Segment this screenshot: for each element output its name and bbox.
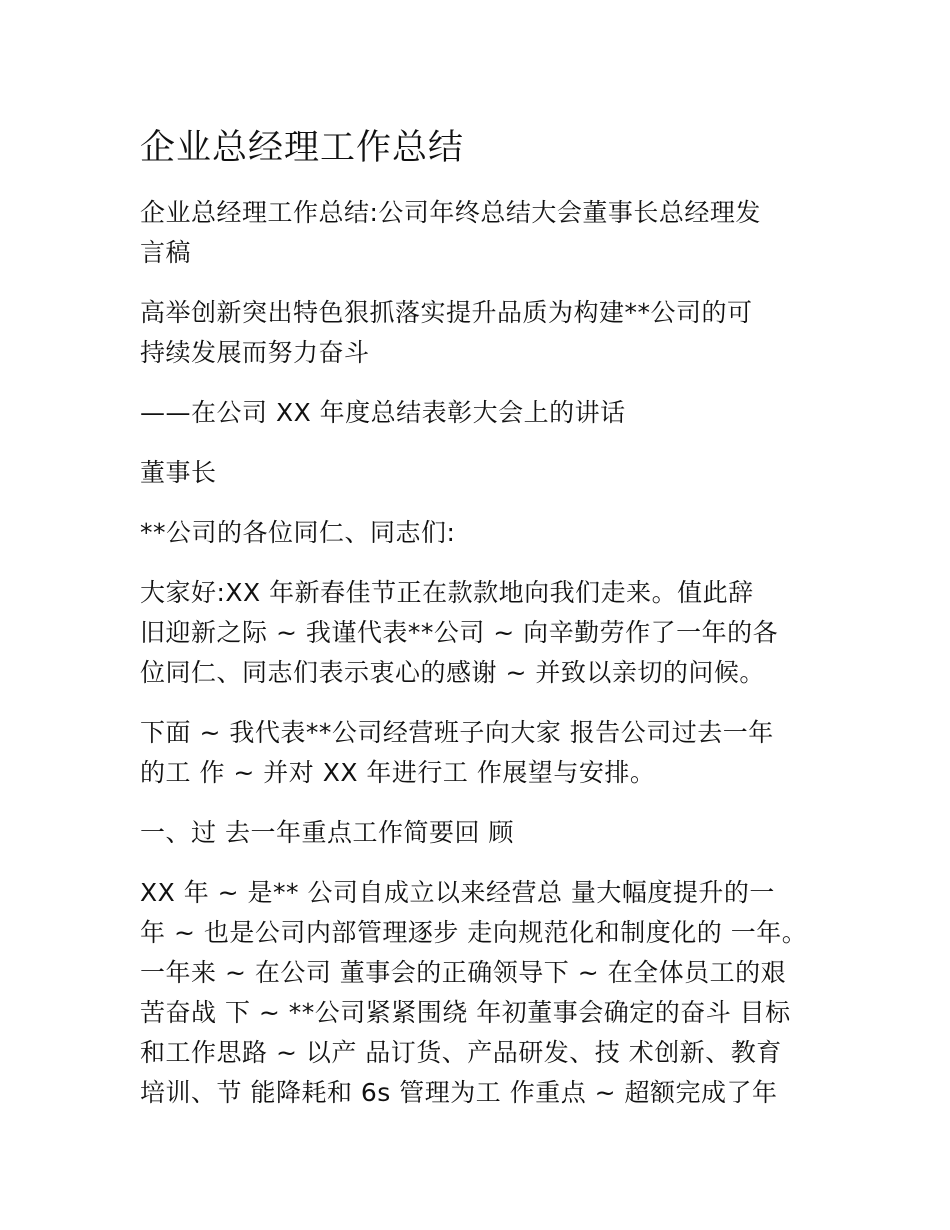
speech-occasion: ——在公司 XX 年度总结表彰大会上的讲话 [140,398,626,427]
section-1-heading: 一、过 去一年重点工作简要回 顾 [140,818,514,847]
subtitle-line-2: 言稿 [140,238,192,267]
paragraph-1-line-1: 大家好:XX 年新春佳节正在款款地向我们走来。值此辞 [140,578,754,607]
speaker: 董事长 [140,458,217,487]
subtitle-line-1: 企业总经理工作总结:公司年终总结大会董事长总经理发 [140,198,761,227]
paragraph-3-line-2: 年 ~ 也是公司内部管理逐步 走向规范化和制度化的 一年。 [140,918,808,947]
heading-line-1: 高举创新突出特色狠抓落实提升品质为构建**公司的可 [140,298,753,327]
paragraph-3-line-1: XX 年 ~ 是** 公司自成立以来经营总 量大幅度提升的一 [140,878,775,907]
document-title: 企业总经理工作总结 [140,128,465,168]
paragraph-2-line-2: 的工 作 ~ 并对 XX 年进行工 作展望与安排。 [140,758,656,787]
paragraph-2-line-1: 下面 ~ 我代表**公司经营班子向大家 报告公司过去一年 [140,718,774,747]
paragraph-3-line-3: 一年来 ~ 在公司 董事会的正确领导下 ~ 在全体员工的艰 [140,958,787,987]
paragraph-1-line-3: 位同仁、同志们表示衷心的感谢 ~ 并致以亲切的问候。 [140,658,765,687]
paragraph-3-line-4: 苦奋战 下 ~ **公司紧紧围绕 年初董事会确定的奋斗 目标 [140,998,791,1027]
salutation: **公司的各位同仁、同志们: [140,518,456,547]
paragraph-1-line-2: 旧迎新之际 ~ 我谨代表**公司 ~ 向辛勤劳作了一年的各 [140,618,779,647]
paragraph-3-line-6: 培训、节 能降耗和 6s 管理为工 作重点 ~ 超额完成了年 [140,1078,778,1107]
paragraph-3-line-5: 和工作思路 ~ 以产 品订货、产品研发、技 术创新、教育 [140,1038,782,1067]
heading-line-2: 持续发展而努力奋斗 [140,338,370,367]
